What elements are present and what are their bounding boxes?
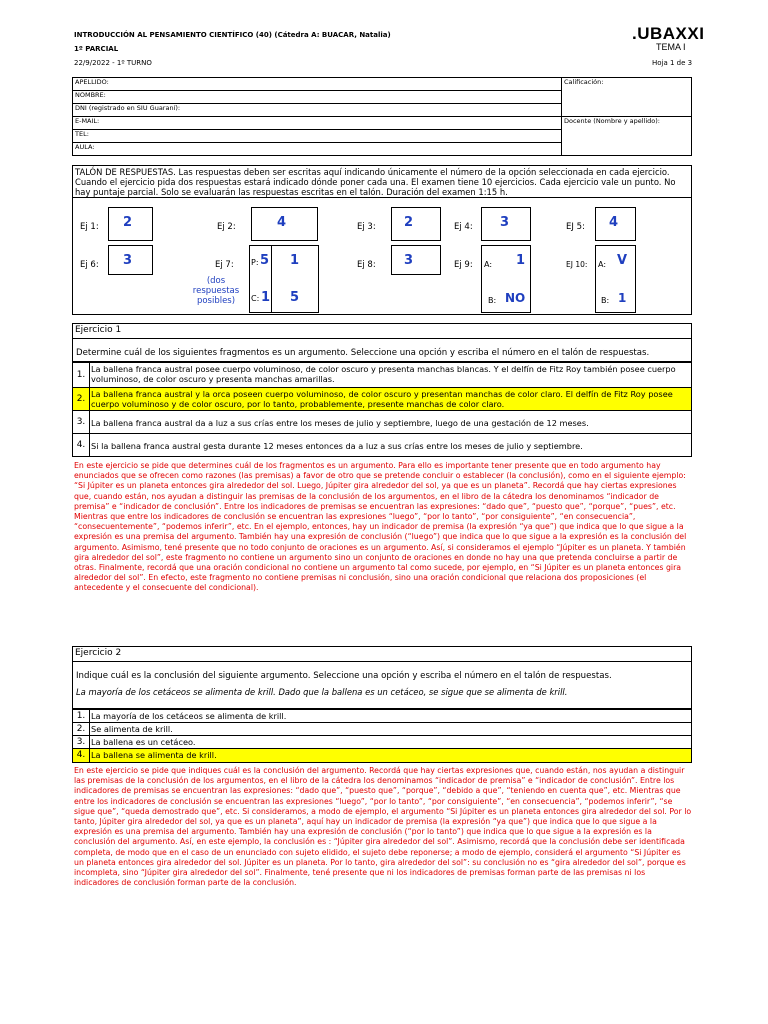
tema-label: TEMA I <box>656 42 686 52</box>
ej3-label: Ej 3: <box>357 222 376 232</box>
option-text: La ballena franca austral posee cuerpo voluminoso, de color oscuro y presenta manchas blancas. Y el delfín de Fitz Roy también posee cuerpo voluminoso, de color oscuro y presenta manchas amarillas. <box>91 364 676 384</box>
ej2-option-2[interactable] <box>72 722 692 736</box>
ejercicio-2-question: Indique cuál es la conclusión del siguiente argumento. Seleccione una opción y escriba el número en el talón de respuestas. <box>76 671 612 681</box>
nombre-field[interactable]: NOMBRE: <box>73 91 562 104</box>
ej5-label: EJ 5: <box>566 222 585 232</box>
ejercicio-1-title: Ejercicio 1 <box>75 325 122 335</box>
ej7-p-answer-2: 1 <box>290 253 300 268</box>
ej1-option-4[interactable] <box>72 433 692 457</box>
ejercicio-1-question-box <box>72 339 692 362</box>
calificacion-field[interactable]: Calificación: <box>562 78 692 117</box>
ej8-answer: 3 <box>404 253 414 268</box>
option-number: 2. <box>73 388 90 410</box>
exam-date: 22/9/2022 - 1º TURNO <box>74 59 152 67</box>
ej2-label: Ej 2: <box>217 222 236 232</box>
ej7-c-answer: 1 <box>261 290 271 305</box>
option-text: La ballena franca austral y la orca poseen cuerpo voluminoso, de color oscuro y presentan manchas de color claro. El delfín de Fitz Roy posee cuerpo voluminoso y de color oscuro, por lo tanto, probablemente, presente manchas de color claro. <box>91 389 673 409</box>
ej4-label: Ej 4: <box>454 222 473 232</box>
option-number: 1. <box>73 363 90 387</box>
ej1-option-3[interactable] <box>72 410 692 434</box>
ej2-option-4[interactable] <box>72 748 692 763</box>
ej10-label: EJ 10: <box>566 260 588 269</box>
ej2-option-1[interactable] <box>72 709 692 723</box>
ej1-option-1[interactable] <box>72 362 692 388</box>
answer-sheet-instructions: TALÓN DE RESPUESTAS. Las respuestas deben ser escritas aquí indicando únicamente el número de la opción seleccionada en cada ejercicio. Cuando el ejercicio pida dos respuestas estará indicado dónde poner cada una. El examen tiene 10 ejercicios. Cada ejercicio vale un punto. No hay puntaje parcial. Solo se evaluarán las respuestas escritas en el talón. Duración del examen 1:15 h. <box>75 167 676 197</box>
option-text: Se alimenta de krill. <box>91 724 173 734</box>
ejercicio-2-header <box>72 646 692 662</box>
ej7-label: Ej 7: <box>215 260 234 270</box>
ej3-answer: 2 <box>404 215 414 230</box>
exam-title: 1º PARCIAL <box>74 45 119 53</box>
ej10-a-answer: V <box>617 253 628 268</box>
page-number: Hoja 1 de 3 <box>652 59 693 67</box>
dos-respuestas-note: (dos respuestas posibles) <box>192 276 240 306</box>
course-title: INTRODUCCIÓN AL PENSAMIENTO CIENTÍFICO (40) (Cátedra A: BUACAR, Natalia) <box>74 31 391 39</box>
apellido-field[interactable]: APELLIDO: <box>73 78 562 91</box>
ej8-answer-box[interactable] <box>391 245 441 275</box>
ejercicio-1-explanation: En este ejercicio se pide que determines cuál de los fragmentos es un argumento. Para ello es importante tener presente que en todo argumento hay enunciados que se ofrecen como razones (las premisas) a favor de otro que se pretende concluir o establecer (la conclusión), como en el siguiente ejemplo: “Si Júpiter es un planeta entonces gira alrededor del sol. Luego, Júpiter gira alrededor del sol, ya que es un planeta”. Recordá que hay ciertas expresiones que, cuando están, nos ayudan a distinguir las premisas de la conclusión de los argumentos, en el libro de la cátedra los denominamos “indicador de premisa” e “indicador de conclusión”. Entre los indicadores de premisas se encuentran las expresiones: “dado que”, “puesto que”, “porque”, “pues”, etc. Mientras que entre los indicadores de conclusión se encuentran las expresiones “luego”, “por lo tanto”, “por consiguiente”, “en consecuencia”, “consecuentemente”, “podemos inferir”, etc. En el ejemplo, entonces, hay un indicador de premisa (la expresión “ya que”) que indica que lo que sigue a la expresión es una premisa del argumento. También hay una expresión de conclusión (“luego”) que indica que lo que sigue a la expresión es la conclusión del argumento. Asimismo, tené presente que no todo conjunto de oraciones es un argumento. Así, si consideramos el ejemplo “Júpiter es un planeta. Y también gira alrededor del sol”, este fragmento no contiene un argumento sino un conjunto de oraciones en donde no hay una que pretenda concluirse a partir de otras. Finalmente, recordá que una oración condicional no contiene un argumento tal como sucede, por ejemplo, en “Si Júpiter es un planeta entonces gira alrededor del sol”. En efecto, este fragmento no contiene premisas ni conclusión, sino una oración condicional que relaciona dos proposiciones (el antecedente y el consecuente del condicional). <box>74 461 687 593</box>
uba-xxi-logo: .UBAXXI <box>632 24 705 43</box>
ejercicio-1-question: Determine cuál de los siguientes fragmentos es un argumento. Seleccione una opción y escriba el número en el talón de respuestas. <box>76 348 650 358</box>
ejercicio-2-explanation: En este ejercicio se pide que indiques cuál es la conclusión del argumento. Recordá que hay ciertas expresiones que, cuando están, nos ayudan a distinguir las premisas de la conclusión de los argumentos, en el libro de la cátedra los denominamos “indicador de premisa” e “indicador de conclusión”. Entre los indicadores de premisas se encuentran las expresiones: “dado que”, “puesto que”, “porque”, “debido a que”, “teniendo en cuenta que”, etc. Mientras que entre los indicadores de conclusión se encuentran las expresiones “luego”, “por lo tanto”, “por consiguiente”, “en consecuencia”, “podemos inferir”, “se sigue que”, “queda demostrado que”, etc. Si consideramos, a modo de ejemplo, el argumento “Si Júpiter es un planeta entonces gira alrededor del sol. Por lo tanto, Júpiter gira alrededor del sol, ya que es un planeta”, aquí hay un indicador de premisa (la expresión “ya que”) que indica que lo que sigue a la expresión es una premisa del argumento. También hay una expresión de conclusión (“por lo tanto”) que indica que lo que sigue a la expresión es la conclusión del argumento. Así, en este ejemplo, la conclusión es : “Júpiter gira alrededor del sol”. Asimismo, recordá que la conclusión debe ser identificada completa, de modo que en el caso de un enunciado con sujeto elidido, el sujeto debe reponerse; a modo de ejemplo, considerá el argumento “Si Júpiter es un planeta entonces gira alrededor del sol. Júpiter es un planeta. Por lo tanto, gira alrededor del sol”: su conclusión no es “gira alrededor del sol”, porque es incompleta, sino “Júpiter gira alrededor del sol”. Finalmente, tené presente que ni los indicadores de premisas forman parte de las premisas ni los indicadores de conclusión forman parte de la conclusión. <box>74 766 692 888</box>
student-info-table <box>72 77 692 156</box>
dni-field[interactable]: DNI (registrado en SIU Guaraní): <box>73 104 562 117</box>
ej1-label: Ej 1: <box>80 222 99 232</box>
ej7-p-label: P: <box>251 258 259 267</box>
docente-field[interactable]: Docente (Nombre y apellido): <box>562 117 692 156</box>
aula-field[interactable]: AULA: <box>73 143 562 156</box>
ej9-a-answer: 1 <box>516 253 526 268</box>
ej6-answer: 3 <box>123 253 133 268</box>
ej2-option-3[interactable] <box>72 735 692 749</box>
ej2-answer: 4 <box>277 215 287 230</box>
ejercicio-2-argument: La mayoría de los cetáceos se alimenta de krill. Dado que la ballena es un cetáceo, se sigue que se alimenta de krill. <box>76 687 568 697</box>
option-number: 2. <box>73 723 90 735</box>
ej1-option-2[interactable] <box>72 387 692 411</box>
ej5-answer: 4 <box>609 215 619 230</box>
ej9-a-label: A: <box>484 260 493 269</box>
ej4-answer: 3 <box>500 215 510 230</box>
ejercicio-1-header <box>72 323 692 339</box>
ej8-label: Ej 8: <box>357 260 376 270</box>
option-number: 1. <box>73 710 90 722</box>
ej10-b-label: B: <box>601 296 610 305</box>
option-number: 4. <box>73 749 90 762</box>
option-number: 3. <box>73 736 90 748</box>
ej9-b-label: B: <box>488 296 497 305</box>
ej9-label: Ej 9: <box>454 260 473 270</box>
ej10-a-label: A: <box>598 260 607 269</box>
option-text: La ballena es un cetáceo. <box>91 737 196 747</box>
ej7-c-label: C: <box>251 294 260 303</box>
ejercicio-2-title: Ejercicio 2 <box>75 648 122 658</box>
ej1-answer: 2 <box>123 215 133 230</box>
tel-field[interactable]: TEL: <box>73 130 562 143</box>
email-field[interactable]: E-MAIL: <box>73 117 562 130</box>
ej6-label: Ej 6: <box>80 260 99 270</box>
ej9-b-answer: NO <box>505 291 526 305</box>
option-number: 3. <box>73 411 90 433</box>
ej7-c-answer-2: 5 <box>290 290 300 305</box>
ejercicio-2-question-box <box>72 662 692 709</box>
option-number: 4. <box>73 434 90 456</box>
option-text: La ballena se alimenta de krill. <box>91 750 217 760</box>
ej3-answer-box[interactable] <box>391 207 441 241</box>
option-text: La mayoría de los cetáceos se alimenta de krill. <box>91 711 287 721</box>
option-text: La ballena franca austral da a luz a sus crías entre los meses de julio y septiembre, luego de una gestación de 12 meses. <box>91 418 589 428</box>
ej10-b-answer: 1 <box>618 291 627 305</box>
option-text: Si la ballena franca austral gesta durante 12 meses entonces da a luz a sus crías entre los meses de julio y septiembre. <box>91 441 583 451</box>
ej7-p-answer: 5 <box>260 253 270 268</box>
